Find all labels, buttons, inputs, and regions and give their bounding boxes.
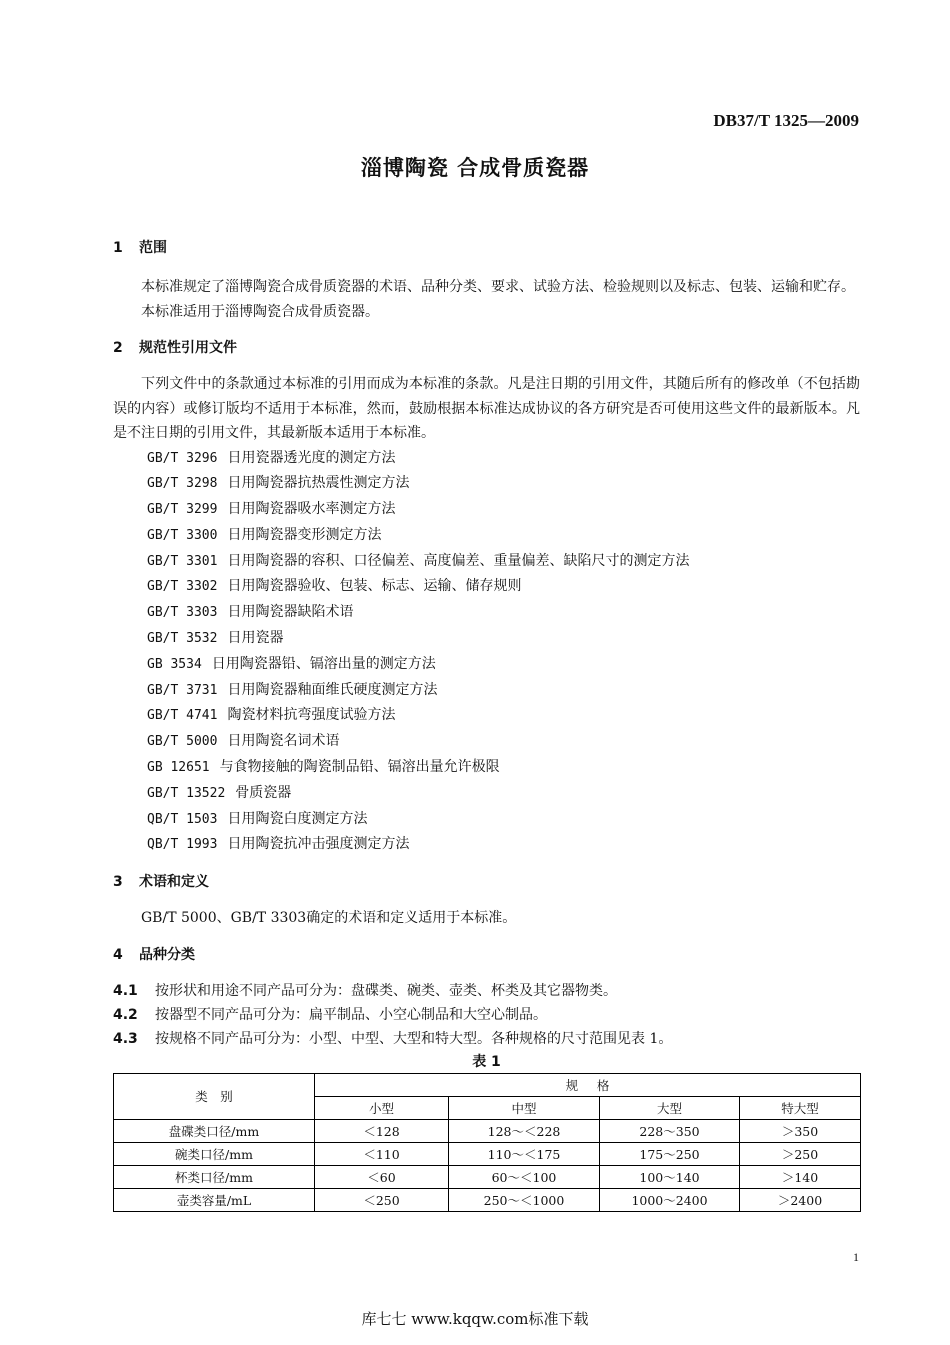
reference-title: 日用陶瓷白度测定方法: [227, 810, 368, 827]
standard-code: DB37/T 1325—2009: [713, 111, 859, 130]
size-spec-table: [113, 1073, 861, 1212]
references-intro-paragraph: 下列文件中的条款通过本标准的引用而成为本标准的条款。凡是注日期的引用文件，其随后所有的修改单（不包括勘误的内容）或修订版均不适用于本标准，然而，鼓励根据本标准达成协议的各方研究是否可使用这些文件的最新版本。凡是不注日期的引用文件，其最新版本适用于本标准。: [113, 376, 860, 441]
table-cell: ＜110: [315, 1142, 449, 1165]
clause-text: 按规格不同产品可分为：小型、中型、大型和特大型。各种规格的尺寸范围见表 1。: [155, 1030, 673, 1047]
table-cell: ＞2400: [740, 1188, 861, 1211]
table-cell: ＞140: [740, 1165, 861, 1188]
table-cell: 100～140: [600, 1165, 740, 1188]
reference-item: [113, 729, 860, 755]
table-cell: ＜60: [315, 1165, 449, 1188]
column-header: 大型: [600, 1096, 740, 1119]
reference-item: [113, 497, 860, 523]
column-header: 中型: [449, 1096, 600, 1119]
table-cell: 250～＜1000: [449, 1188, 600, 1211]
reference-code: GB/T 4741: [147, 708, 218, 724]
reference-code: GB/T 3299: [147, 502, 218, 518]
column-header: 特大型: [740, 1096, 861, 1119]
reference-code: QB/T 1503: [147, 811, 218, 827]
scope-paragraph-2: 本标准适用于淄博陶瓷合成骨质瓷器。: [141, 303, 379, 320]
reference-item: [113, 446, 860, 472]
table-row: [114, 1119, 861, 1142]
clause-number: 4.2: [113, 1006, 138, 1023]
section-title: 范围: [139, 240, 167, 256]
section-number: 3: [113, 874, 123, 891]
clause-4-2: [113, 1003, 860, 1027]
table-row: [114, 1188, 861, 1211]
table-row: [114, 1165, 861, 1188]
reference-code: GB 12651: [147, 760, 210, 776]
reference-item: [113, 574, 860, 600]
reference-code: GB/T 3296: [147, 450, 218, 466]
page-number: 1: [853, 1250, 859, 1264]
reference-title: 日用陶瓷器变形测定方法: [227, 526, 382, 543]
clause-number: 4.1: [113, 982, 138, 999]
reference-title: 日用陶瓷器铅、镉溶出量的测定方法: [211, 655, 436, 672]
reference-title: 日用陶瓷器验收、包装、标志、运输、储存规则: [227, 578, 522, 595]
document-body: [113, 238, 860, 1212]
reference-item: [113, 471, 860, 497]
section-number: 2: [113, 340, 123, 356]
table-cell: ＞350: [740, 1119, 861, 1142]
section-title: 术语和定义: [139, 874, 209, 891]
terms-paragraph: GB/T 5000、GB/T 3303确定的术语和定义适用于本标准。: [141, 910, 517, 927]
reference-title: 日用陶瓷名词术语: [227, 733, 340, 750]
reference-code: GB/T 3300: [147, 527, 218, 543]
table-cell: 110～＜175: [449, 1142, 600, 1165]
row-category: 盘碟类口径/mm: [114, 1119, 315, 1142]
reference-code: GB/T 3298: [147, 476, 218, 492]
reference-code: GB/T 3731: [147, 682, 218, 698]
reference-code: GB/T 5000: [147, 734, 218, 750]
section-number: 4: [113, 946, 123, 963]
clause-number: 4.3: [113, 1030, 138, 1047]
table-caption: 表 1: [472, 1053, 501, 1070]
reference-title: 日用陶瓷器抗热震性测定方法: [227, 475, 410, 492]
column-header: 小型: [315, 1096, 449, 1119]
reference-item: [113, 807, 860, 833]
spec-group-header: 规格: [315, 1073, 861, 1096]
table-row: [114, 1142, 861, 1165]
reference-title: 日用陶瓷器釉面维氏硬度测定方法: [227, 681, 438, 698]
table-cell: ＞250: [740, 1142, 861, 1165]
reference-code: QB/T 1993: [147, 837, 218, 853]
reference-code: GB 3534: [147, 656, 202, 672]
clause-text: 按形状和用途不同产品可分为：盘碟类、碗类、壶类、杯类及其它器物类。: [155, 982, 617, 999]
row-category: 碗类口径/mm: [114, 1142, 315, 1165]
reference-title: 日用瓷器透光度的测定方法: [227, 449, 396, 466]
table-cell: 175～250: [600, 1142, 740, 1165]
reference-title: 骨质瓷器: [235, 784, 292, 801]
reference-item: [113, 755, 860, 781]
reference-title: 日用陶瓷抗冲击强度测定方法: [227, 836, 410, 853]
section-title: 品种分类: [139, 946, 195, 963]
row-category: 杯类口径/mm: [114, 1165, 315, 1188]
reference-item: [113, 652, 860, 678]
section-heading-terms: [113, 872, 860, 892]
category-header: 类 别: [114, 1073, 315, 1119]
reference-title: 陶瓷材料抗弯强度试验方法: [227, 707, 396, 724]
reference-item: [113, 832, 860, 858]
reference-title: 日用陶瓷器吸水率测定方法: [227, 501, 396, 518]
reference-list: [113, 446, 860, 859]
reference-item: [113, 600, 860, 626]
table-header-row: [114, 1073, 861, 1096]
table-cell: 60～＜100: [449, 1165, 600, 1188]
table-cell: 128～＜228: [449, 1119, 600, 1142]
reference-code: GB/T 3301: [147, 553, 218, 569]
table-cell: ＜250: [315, 1188, 449, 1211]
section-heading-scope: [113, 238, 860, 258]
footer-watermark[interactable]: 库七七 www.kqqw.com标准下载: [361, 1310, 589, 1328]
reference-item: [113, 703, 860, 729]
reference-title: 日用瓷器: [227, 630, 284, 647]
reference-title: 日用陶瓷器的容积、口径偏差、高度偏差、重量偏差、缺陷尺寸的测定方法: [227, 552, 690, 569]
reference-title: 与食物接触的陶瓷制品铅、镉溶出量允许极限: [219, 759, 500, 776]
table-cell: 1000～2400: [600, 1188, 740, 1211]
reference-code: GB/T 3302: [147, 579, 218, 595]
table-cell: ＜128: [315, 1119, 449, 1142]
reference-code: GB/T 13522: [147, 785, 226, 801]
reference-title: 日用陶瓷器缺陷术语: [227, 604, 354, 621]
clause-text: 按器型不同产品可分为：扁平制品、小空心制品和大空心制品。: [155, 1006, 547, 1023]
reference-item: [113, 523, 860, 549]
row-category: 壶类容量/mL: [114, 1188, 315, 1211]
document-title: 淄博陶瓷 合成骨质瓷器: [360, 156, 590, 180]
reference-item: [113, 678, 860, 704]
reference-code: GB/T 3303: [147, 605, 218, 621]
table-cell: 228～350: [600, 1119, 740, 1142]
section-number: 1: [113, 240, 123, 256]
clause-4-3: [113, 1027, 860, 1051]
reference-item: [113, 781, 860, 807]
reference-item: [113, 549, 860, 575]
scope-paragraph-1: 本标准规定了淄博陶瓷合成骨质瓷器的术语、品种分类、要求、试验方法、检验规则以及标志、包装、运输和贮存。: [141, 279, 855, 295]
clause-4-1: [113, 979, 860, 1003]
section-heading-normative-references: [113, 338, 860, 358]
reference-item: [113, 626, 860, 652]
reference-code: GB/T 3532: [147, 631, 218, 647]
section-heading-classification: [113, 945, 860, 965]
section-title: 规范性引用文件: [139, 340, 237, 356]
